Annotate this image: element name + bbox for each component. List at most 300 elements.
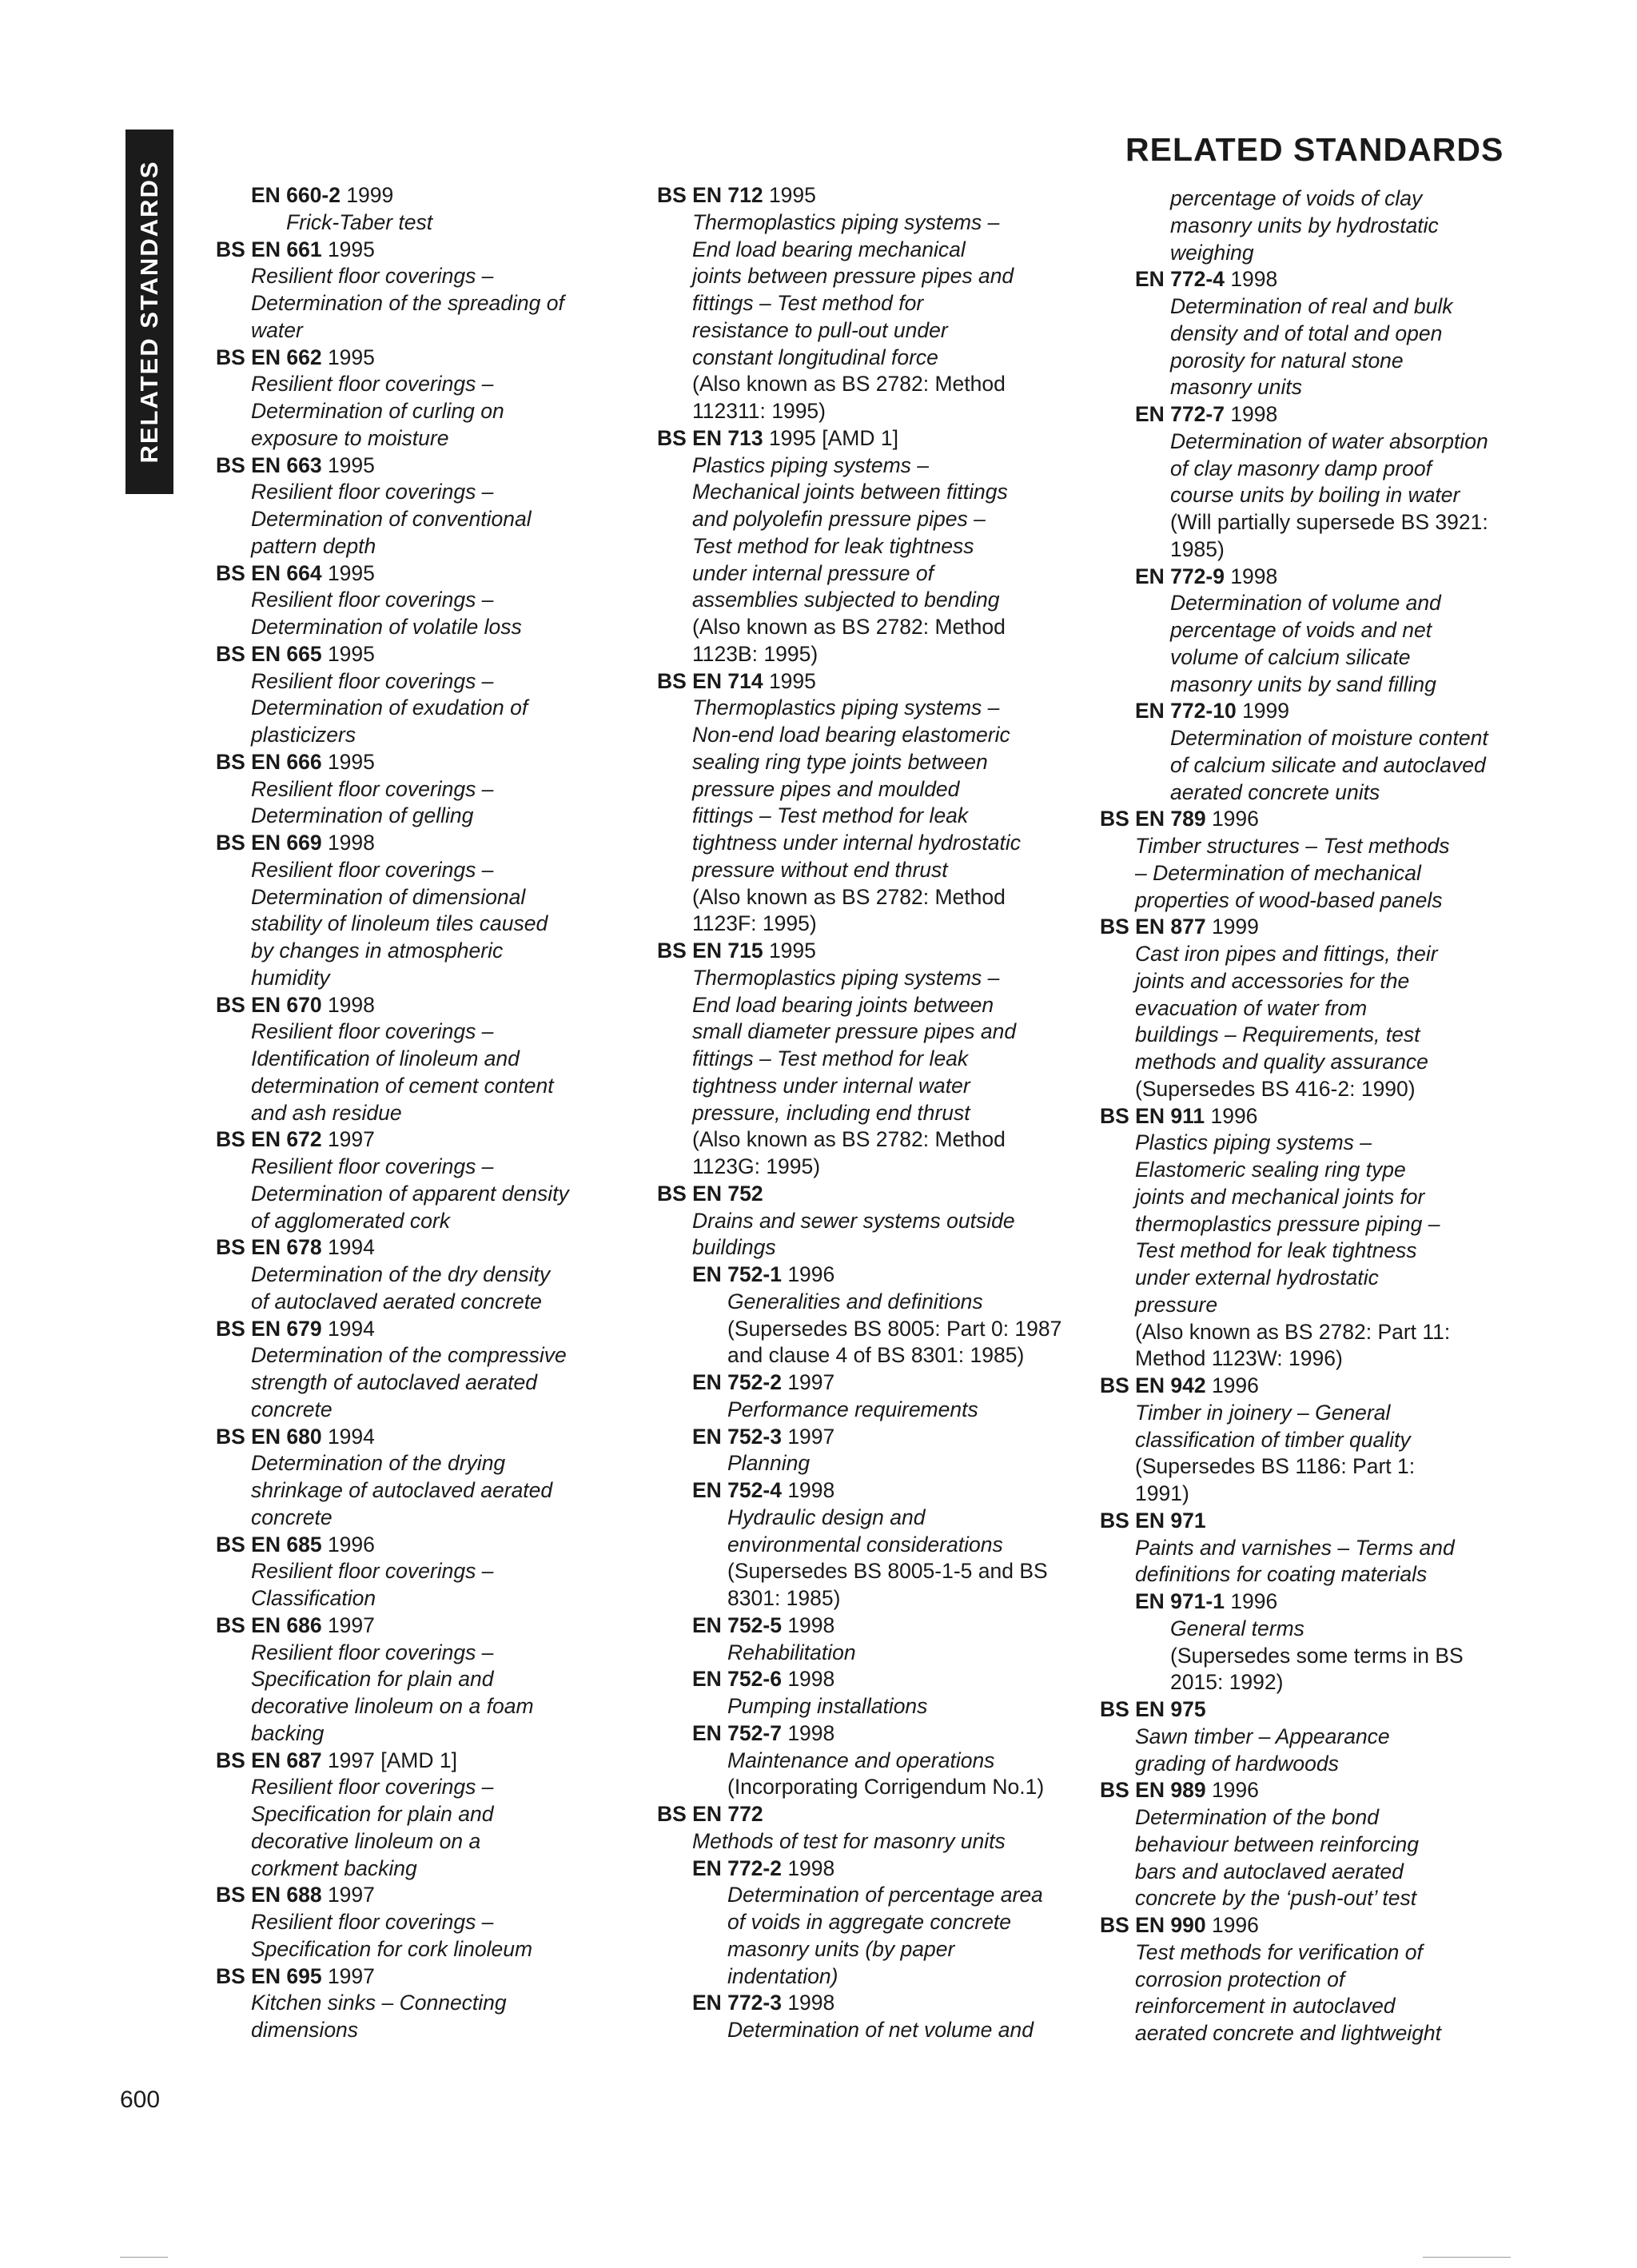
standard-title-line: Determination of volume and [1170, 591, 1441, 616]
standard-title-line: Resilient floor coverings – [251, 668, 494, 693]
standard-code: BS EN 669 [216, 831, 322, 855]
standard-title-line: and ash residue [251, 1100, 402, 1125]
standard-heading [216, 452, 569, 480]
standard-title-line: indentation) [727, 1963, 838, 1988]
standard-entry [1100, 266, 1488, 401]
standard-year: 1998 [321, 831, 375, 855]
standard-year: 1995 [321, 452, 375, 477]
standard-title-line: under internal pressure of [692, 560, 934, 585]
standard-entry [657, 1262, 1061, 1369]
standard-title-line: masonry units by sand filling [1170, 672, 1436, 696]
standard-title-line: Mechanical joints between fittings [692, 480, 1008, 504]
standard-title-line: pressure [1135, 1292, 1218, 1317]
standard-note-line: 1991) [1135, 1481, 1189, 1505]
standard-year: 1994 [321, 1424, 375, 1449]
standard-title-line: thermoplastics pressure piping – [1135, 1211, 1440, 1236]
standard-entry [1100, 1508, 1488, 1588]
standard-title-line: stability of linoleum tiles caused [251, 911, 548, 936]
standard-entry [1100, 806, 1488, 914]
standard-title-line: dimensions [251, 2018, 359, 2042]
standard-heading [216, 345, 569, 372]
standard-title-line: Resilient floor coverings – [251, 1640, 494, 1664]
standard-code: BS EN 686 [216, 1612, 322, 1637]
standard-note-line: 1123F: 1995) [692, 911, 817, 936]
standard-year: 1996 [321, 1532, 375, 1557]
standard-title-line: Resilient floor coverings – [251, 480, 494, 504]
standard-title-line: Test method for leak tightness [1135, 1238, 1417, 1263]
standard-year: 1999 [1236, 699, 1290, 723]
standard-heading [657, 938, 1061, 965]
standard-code: EN 660-2 [251, 183, 341, 207]
standard-title-line: and polyolefin pressure pipes – [692, 507, 986, 531]
standard-entry [657, 182, 1061, 425]
standard-year: 1995 [321, 641, 375, 666]
standard-title-line: Specification for plain and [251, 1667, 494, 1692]
standard-title-line: Resilient floor coverings – [251, 1019, 494, 1044]
standard-title-line: Determination of dimensional [251, 884, 526, 909]
standard-title-line: buildings – Requirements, test [1135, 1022, 1420, 1047]
standard-year: 1998 [1224, 402, 1278, 426]
standard-code: BS EN 911 [1100, 1103, 1205, 1128]
standard-title-line: methods and quality assurance [1135, 1050, 1428, 1074]
standard-heading [216, 237, 569, 264]
standard-title-line: Paints and varnishes – Terms and [1135, 1535, 1455, 1560]
standard-year: 1995 [321, 345, 375, 369]
standard-entry [1100, 1777, 1488, 1912]
standard-entry [657, 1477, 1061, 1612]
standard-year: 1996 [1205, 1778, 1259, 1803]
standard-title-line: volume of calcium silicate [1170, 644, 1411, 669]
standard-title-line: assemblies subjected to bending [692, 588, 1000, 612]
standard-title-line: Determination of the drying [251, 1451, 506, 1476]
standard-entry [216, 1882, 569, 1963]
standard-entry [1100, 698, 1488, 806]
standard-title-line: Resilient floor coverings – [251, 1775, 494, 1800]
standard-heading [657, 1477, 1061, 1505]
standard-title-line: Determination of the spreading of [251, 291, 564, 315]
standard-note-line: (Supersedes BS 8005-1-5 and BS [727, 1559, 1048, 1584]
standard-code: BS EN 695 [216, 1963, 322, 1988]
standard-note-line: and clause 4 of BS 8301: 1985) [727, 1343, 1025, 1368]
standard-heading [657, 1262, 1061, 1289]
standard-title-line: Determination of the bond [1135, 1805, 1379, 1829]
standard-title-line: Drains and sewer systems outside [692, 1208, 1015, 1233]
standard-title-line: buildings [692, 1235, 776, 1260]
standard-code: BS EN 662 [216, 345, 322, 369]
standard-code: EN 752-4 [692, 1478, 782, 1502]
standard-title-line: masonry units by hydrostatic [1170, 213, 1439, 237]
standard-title-line: joints and mechanical joints for [1135, 1184, 1425, 1209]
standard-title-line: Determination of conventional [251, 507, 532, 531]
standard-entry [657, 1855, 1061, 1991]
footer-rule-left [120, 2257, 168, 2258]
standard-heading [657, 1612, 1061, 1640]
standard-year: 1998 [1224, 267, 1278, 292]
page-number: 600 [120, 2087, 161, 2113]
standard-note-line: (Incorporating Corrigendum No.1) [727, 1775, 1045, 1800]
standard-heading [1100, 1912, 1488, 1939]
standard-title-line: constant longitudinal force [692, 345, 938, 369]
standard-heading [216, 992, 569, 1019]
standard-title-line: Thermoplastics piping systems – [692, 696, 1000, 720]
standard-entry [216, 1963, 569, 2044]
standard-year: 1999 [340, 183, 394, 207]
standard-heading [216, 560, 569, 588]
standard-code: EN 772-7 [1135, 402, 1225, 426]
column-2 [657, 182, 1061, 2044]
standard-title-line: Pumping installations [727, 1694, 928, 1718]
standard-heading [657, 1990, 1061, 2017]
footer-rule-right [1423, 2257, 1511, 2258]
standard-code: BS EN 713 [657, 425, 763, 450]
standard-heading [216, 1748, 569, 1775]
standard-code: BS EN 670 [216, 992, 322, 1017]
standard-title-line: Resilient floor coverings – [251, 776, 494, 801]
standard-title-line: End load bearing joints between [692, 992, 994, 1017]
standard-title-line: porosity for natural stone [1170, 348, 1404, 373]
standard-title-line: Resilient floor coverings – [251, 588, 494, 612]
standard-title-line: Determination of real and bulk [1170, 294, 1453, 318]
standard-year: 1995 [321, 237, 375, 261]
standard-title-line: Plastics piping systems – [1135, 1130, 1372, 1155]
standard-code: BS EN 714 [657, 668, 763, 693]
standard-title-line: joints and accessories for the [1135, 968, 1410, 993]
standard-heading [216, 1882, 569, 1909]
standard-heading [216, 1532, 569, 1559]
standard-title-line: – Determination of mechanical [1135, 860, 1421, 885]
standard-year: 1996 [1205, 1373, 1259, 1397]
standard-note-line: (Also known as BS 2782: Method [692, 884, 1006, 909]
standard-code: EN 772-9 [1135, 564, 1225, 588]
standard-title-line: by changes in atmospheric [251, 939, 504, 963]
standard-entry [657, 1666, 1061, 1720]
standard-year: 1994 [321, 1235, 375, 1260]
standard-year: 1995 [321, 560, 375, 585]
column-3 [1100, 185, 1488, 2047]
standard-title-line: reinforcement in autoclaved [1135, 1994, 1396, 2019]
standard-heading [216, 1316, 569, 1343]
standard-year: 1998 [781, 1667, 835, 1692]
standard-title-line: End load bearing mechanical [692, 237, 966, 261]
standard-title-line: Determination of water absorption [1170, 428, 1488, 453]
standard-title-line: plasticizers [251, 723, 356, 747]
standard-title-line: Planning [727, 1451, 811, 1476]
standard-title-line: joints between pressure pipes and [692, 264, 1014, 289]
standard-note-line: 8301: 1985) [727, 1586, 841, 1610]
standard-title-line: aerated concrete units [1170, 779, 1380, 804]
standard-heading [1100, 698, 1488, 725]
standard-entry [1100, 1373, 1488, 1508]
standard-code: BS EN 679 [216, 1316, 322, 1341]
standard-entry [216, 1316, 569, 1424]
standard-entry [216, 749, 569, 830]
standard-year: 1996 [1224, 1589, 1278, 1613]
standard-year: 1997 [781, 1424, 835, 1449]
standard-heading [216, 1126, 569, 1154]
standard-entry [1100, 914, 1488, 1102]
standard-title-line: tightness under internal water [692, 1073, 970, 1098]
standard-heading [657, 1181, 1061, 1208]
standard-code: BS EN 752 [657, 1181, 763, 1206]
standard-title-line: decorative linoleum on a foam [251, 1694, 534, 1718]
standard-note-line: 1123B: 1995) [692, 641, 818, 666]
standard-entry [657, 1369, 1061, 1424]
standard-heading [657, 425, 1061, 452]
standard-entry [1100, 401, 1488, 564]
standard-title-line: Resilient floor coverings – [251, 264, 494, 289]
standard-entry [657, 1720, 1061, 1801]
standard-title-line: small diameter pressure pipes and [692, 1019, 1017, 1044]
standard-year: 1998 [1224, 564, 1278, 588]
standard-heading [216, 1234, 569, 1262]
standard-title-line: of agglomerated cork [251, 1208, 450, 1233]
standard-title-line: Frick-Taber test [286, 209, 433, 234]
standard-title-line: humidity [251, 965, 330, 990]
standard-entry [1100, 1103, 1488, 1373]
standard-entry [216, 1234, 569, 1315]
standard-heading [1100, 1508, 1488, 1535]
standard-year: 1998 [781, 1612, 835, 1637]
standard-title-line: fittings – Test method for [692, 291, 924, 315]
standard-title-line: Timber structures – Test methods [1135, 834, 1450, 858]
standard-year: 1997 [321, 1612, 375, 1637]
standard-entry [216, 452, 569, 560]
standard-code: EN 772-4 [1135, 267, 1225, 292]
standard-note-line: 112311: 1995) [692, 399, 826, 423]
standard-note-line: 1985) [1170, 536, 1225, 561]
standard-heading [216, 830, 569, 857]
standard-title-line: percentage of voids of clay [1170, 186, 1423, 210]
standard-code: BS EN 715 [657, 939, 763, 963]
standard-title-line: Kitchen sinks – Connecting [251, 1991, 507, 2015]
standard-title-line: decorative linoleum on a [251, 1828, 481, 1853]
standard-code: BS EN 680 [216, 1424, 322, 1449]
standard-title-line: pressure, including end thrust [692, 1100, 970, 1125]
standard-entry [216, 992, 569, 1127]
standard-heading [216, 641, 569, 668]
standard-title-line: corkment backing [251, 1855, 417, 1880]
standard-heading [1100, 564, 1488, 591]
standard-code: BS EN 663 [216, 452, 322, 477]
standard-title-line: Determination of net volume and [727, 2018, 1034, 2042]
standard-year: 1995 [AMD 1] [763, 425, 898, 450]
standard-entry [657, 668, 1061, 939]
standard-heading [657, 182, 1061, 209]
standard-year: 1997 [321, 1883, 375, 1907]
standard-title-line: Thermoplastics piping systems – [692, 965, 1000, 990]
standard-code: EN 752-3 [692, 1424, 782, 1449]
standard-title-line: Resilient floor coverings – [251, 857, 494, 882]
standard-title-line: Determination of moisture content [1170, 726, 1488, 750]
standard-entry [657, 1612, 1061, 1667]
standard-title-line: of calcium silicate and autoclaved [1170, 752, 1486, 777]
standard-title-line: masonry units (by paper [727, 1936, 955, 1961]
standard-title-line: classification of timber quality [1135, 1427, 1411, 1452]
standard-year: 1996 [781, 1262, 835, 1286]
standard-note-line: 2015: 1992) [1170, 1670, 1284, 1695]
standard-entry [216, 560, 569, 641]
standard-title-line: density and of total and open [1170, 321, 1443, 345]
standard-title-line: bars and autoclaved aerated [1135, 1859, 1404, 1883]
standard-year: 1999 [1205, 915, 1259, 939]
standard-title-line: Thermoplastics piping systems – [692, 209, 1000, 234]
standard-title-line: corrosion protection of [1135, 1967, 1345, 1991]
standard-code: BS EN 678 [216, 1235, 322, 1260]
standard-title-line: aerated concrete and lightweight [1135, 2021, 1442, 2045]
standard-code: BS EN 712 [657, 183, 763, 207]
standard-note-line: 1123G: 1995) [692, 1154, 821, 1178]
standard-code: BS EN 687 [216, 1748, 322, 1772]
standard-title-line: strength of autoclaved aerated [251, 1370, 537, 1394]
standard-heading [657, 1855, 1061, 1883]
standard-title-line: concrete by the ‘push-out’ test [1135, 1886, 1417, 1911]
standard-title-line: determination of cement content [251, 1073, 554, 1098]
standard-year: 1995 [763, 183, 816, 207]
standard-title-line: weighing [1170, 240, 1254, 265]
standard-note-line: Method 1123W: 1996) [1135, 1346, 1343, 1371]
standard-year: 1995 [321, 749, 375, 774]
standard-heading [657, 1424, 1061, 1451]
standard-heading [1100, 266, 1488, 293]
standard-code: EN 752-6 [692, 1667, 782, 1692]
standard-title-line: Determination of percentage area [727, 1883, 1043, 1907]
standard-entry [216, 1424, 569, 1532]
standard-code: BS EN 789 [1100, 807, 1206, 831]
standard-code: BS EN 990 [1100, 1913, 1206, 1937]
standard-heading [1100, 914, 1488, 941]
section-tab [125, 130, 173, 494]
standard-code: BS EN 772 [657, 1802, 763, 1826]
standard-entry [216, 237, 569, 345]
standard-title-line: Resilient floor coverings – [251, 1910, 494, 1934]
standard-code: EN 772-3 [692, 1991, 782, 2015]
standard-year: 1997 [321, 1127, 375, 1152]
standard-title-line: Specification for cork linoleum [251, 1936, 533, 1961]
standard-title-line: of voids in aggregate concrete [727, 1910, 1012, 1934]
standard-code: EN 772-10 [1135, 699, 1237, 723]
standard-entry [216, 1612, 569, 1748]
standard-entry [216, 182, 569, 237]
standard-title-line: masonry units [1170, 375, 1302, 400]
standard-title-line: fittings – Test method for leak [692, 803, 969, 828]
standard-year: 1998 [781, 1478, 835, 1502]
standard-title-line: concrete [251, 1505, 333, 1529]
column-1 [216, 182, 569, 2044]
standard-title-line: Determination of apparent density [251, 1181, 569, 1206]
standard-code: BS EN 989 [1100, 1778, 1206, 1803]
standard-title-line: shrinkage of autoclaved aerated [251, 1478, 553, 1502]
standard-code: BS EN 877 [1100, 915, 1206, 939]
standard-entry [657, 1181, 1061, 1262]
standard-title-line: grading of hardwoods [1135, 1751, 1339, 1776]
standard-year: 1997 [321, 1963, 375, 1988]
standard-title-line: resistance to pull-out under [692, 317, 948, 342]
standard-title-line: under external hydrostatic [1135, 1266, 1379, 1289]
standard-title-line: of autoclaved aerated concrete [251, 1289, 542, 1313]
standard-code: EN 752-5 [692, 1612, 782, 1637]
standard-title-line: Methods of test for masonry units [692, 1828, 1006, 1853]
standard-note-line: (Also known as BS 2782: Method [692, 1127, 1006, 1152]
standard-title-line: concrete [251, 1397, 333, 1421]
standard-code: BS EN 975 [1100, 1697, 1206, 1721]
standard-code: EN 752-1 [692, 1262, 782, 1286]
standard-title-line: exposure to moisture [251, 425, 449, 450]
standard-title-line: of clay masonry damp proof [1170, 456, 1432, 480]
standard-title-line: Performance requirements [727, 1397, 978, 1421]
standard-entry [216, 345, 569, 452]
standard-code: EN 752-2 [692, 1370, 782, 1394]
standard-entry [1100, 564, 1488, 699]
standard-title-line: Test method for leak tightness [692, 533, 974, 558]
standard-title-line: Non-end load bearing elastomeric [692, 723, 1010, 747]
standard-title-line: behaviour between reinforcing [1135, 1832, 1420, 1856]
standard-title-line: environmental considerations [727, 1532, 1003, 1557]
standard-heading [657, 1720, 1061, 1748]
standard-entry [216, 1126, 569, 1234]
standard-title-line: pressure pipes and moulded [692, 776, 960, 801]
standard-note-line: (Supersedes some terms in BS [1170, 1643, 1464, 1668]
standard-note-line: (Also known as BS 2782: Method [692, 615, 1006, 639]
standard-code: BS EN 971 [1100, 1508, 1206, 1533]
standard-code: EN 752-7 [692, 1720, 782, 1745]
section-tab-label: RELATED STANDARDS [135, 160, 163, 464]
standard-year: 1997 [AMD 1] [321, 1748, 457, 1772]
standard-heading [216, 1963, 569, 1991]
standard-heading [216, 182, 569, 209]
standard-year: 1998 [781, 1991, 835, 2015]
standard-year: 1997 [781, 1370, 835, 1394]
standard-title-line: Generalities and definitions [727, 1289, 983, 1313]
standard-code: BS EN 942 [1100, 1373, 1206, 1397]
standard-title-line: Rehabilitation [727, 1640, 856, 1664]
standard-year: 1998 [781, 1720, 835, 1745]
standard-year: 1995 [763, 668, 816, 693]
standard-note-line: (Supersedes BS 416-2: 1990) [1135, 1076, 1416, 1101]
standard-title-line: General terms [1170, 1616, 1304, 1640]
standard-entry [1100, 1588, 1488, 1696]
standard-title-line: Test methods for verification of [1135, 1939, 1423, 1964]
standard-entry [1100, 185, 1488, 266]
standard-heading [657, 1369, 1061, 1397]
standard-title-line: percentage of voids and net [1170, 618, 1432, 642]
standard-heading [657, 668, 1061, 696]
standard-title-line: Determination of curling on [251, 399, 504, 423]
standard-heading [1100, 1373, 1488, 1400]
standard-code: EN 772-2 [692, 1855, 782, 1880]
standard-title-line: Determination of exudation of [251, 696, 528, 720]
standard-heading [216, 1424, 569, 1451]
standard-year: 1996 [1205, 1913, 1259, 1937]
standard-code: BS EN 661 [216, 237, 322, 261]
standard-title-line: Determination of the dry density [251, 1262, 551, 1286]
standard-entry [216, 830, 569, 992]
standard-title-line: sealing ring type joints between [692, 749, 988, 774]
standard-code: BS EN 665 [216, 641, 322, 666]
standard-heading [216, 1612, 569, 1640]
standard-entry [1100, 1912, 1488, 2047]
standard-year: 1994 [321, 1316, 375, 1341]
standard-entry [1100, 1696, 1488, 1777]
standard-entry [216, 1532, 569, 1612]
standard-title-line: Resilient floor coverings – [251, 1559, 494, 1584]
standard-entry [657, 1801, 1061, 1855]
standard-title-line: Hydraulic design and [727, 1505, 926, 1529]
standard-heading [1100, 401, 1488, 428]
standard-title-line: definitions for coating materials [1135, 1562, 1428, 1587]
standard-heading [216, 749, 569, 776]
standard-title-line: Timber in joinery – General [1135, 1400, 1391, 1425]
standard-code: BS EN 672 [216, 1127, 322, 1152]
